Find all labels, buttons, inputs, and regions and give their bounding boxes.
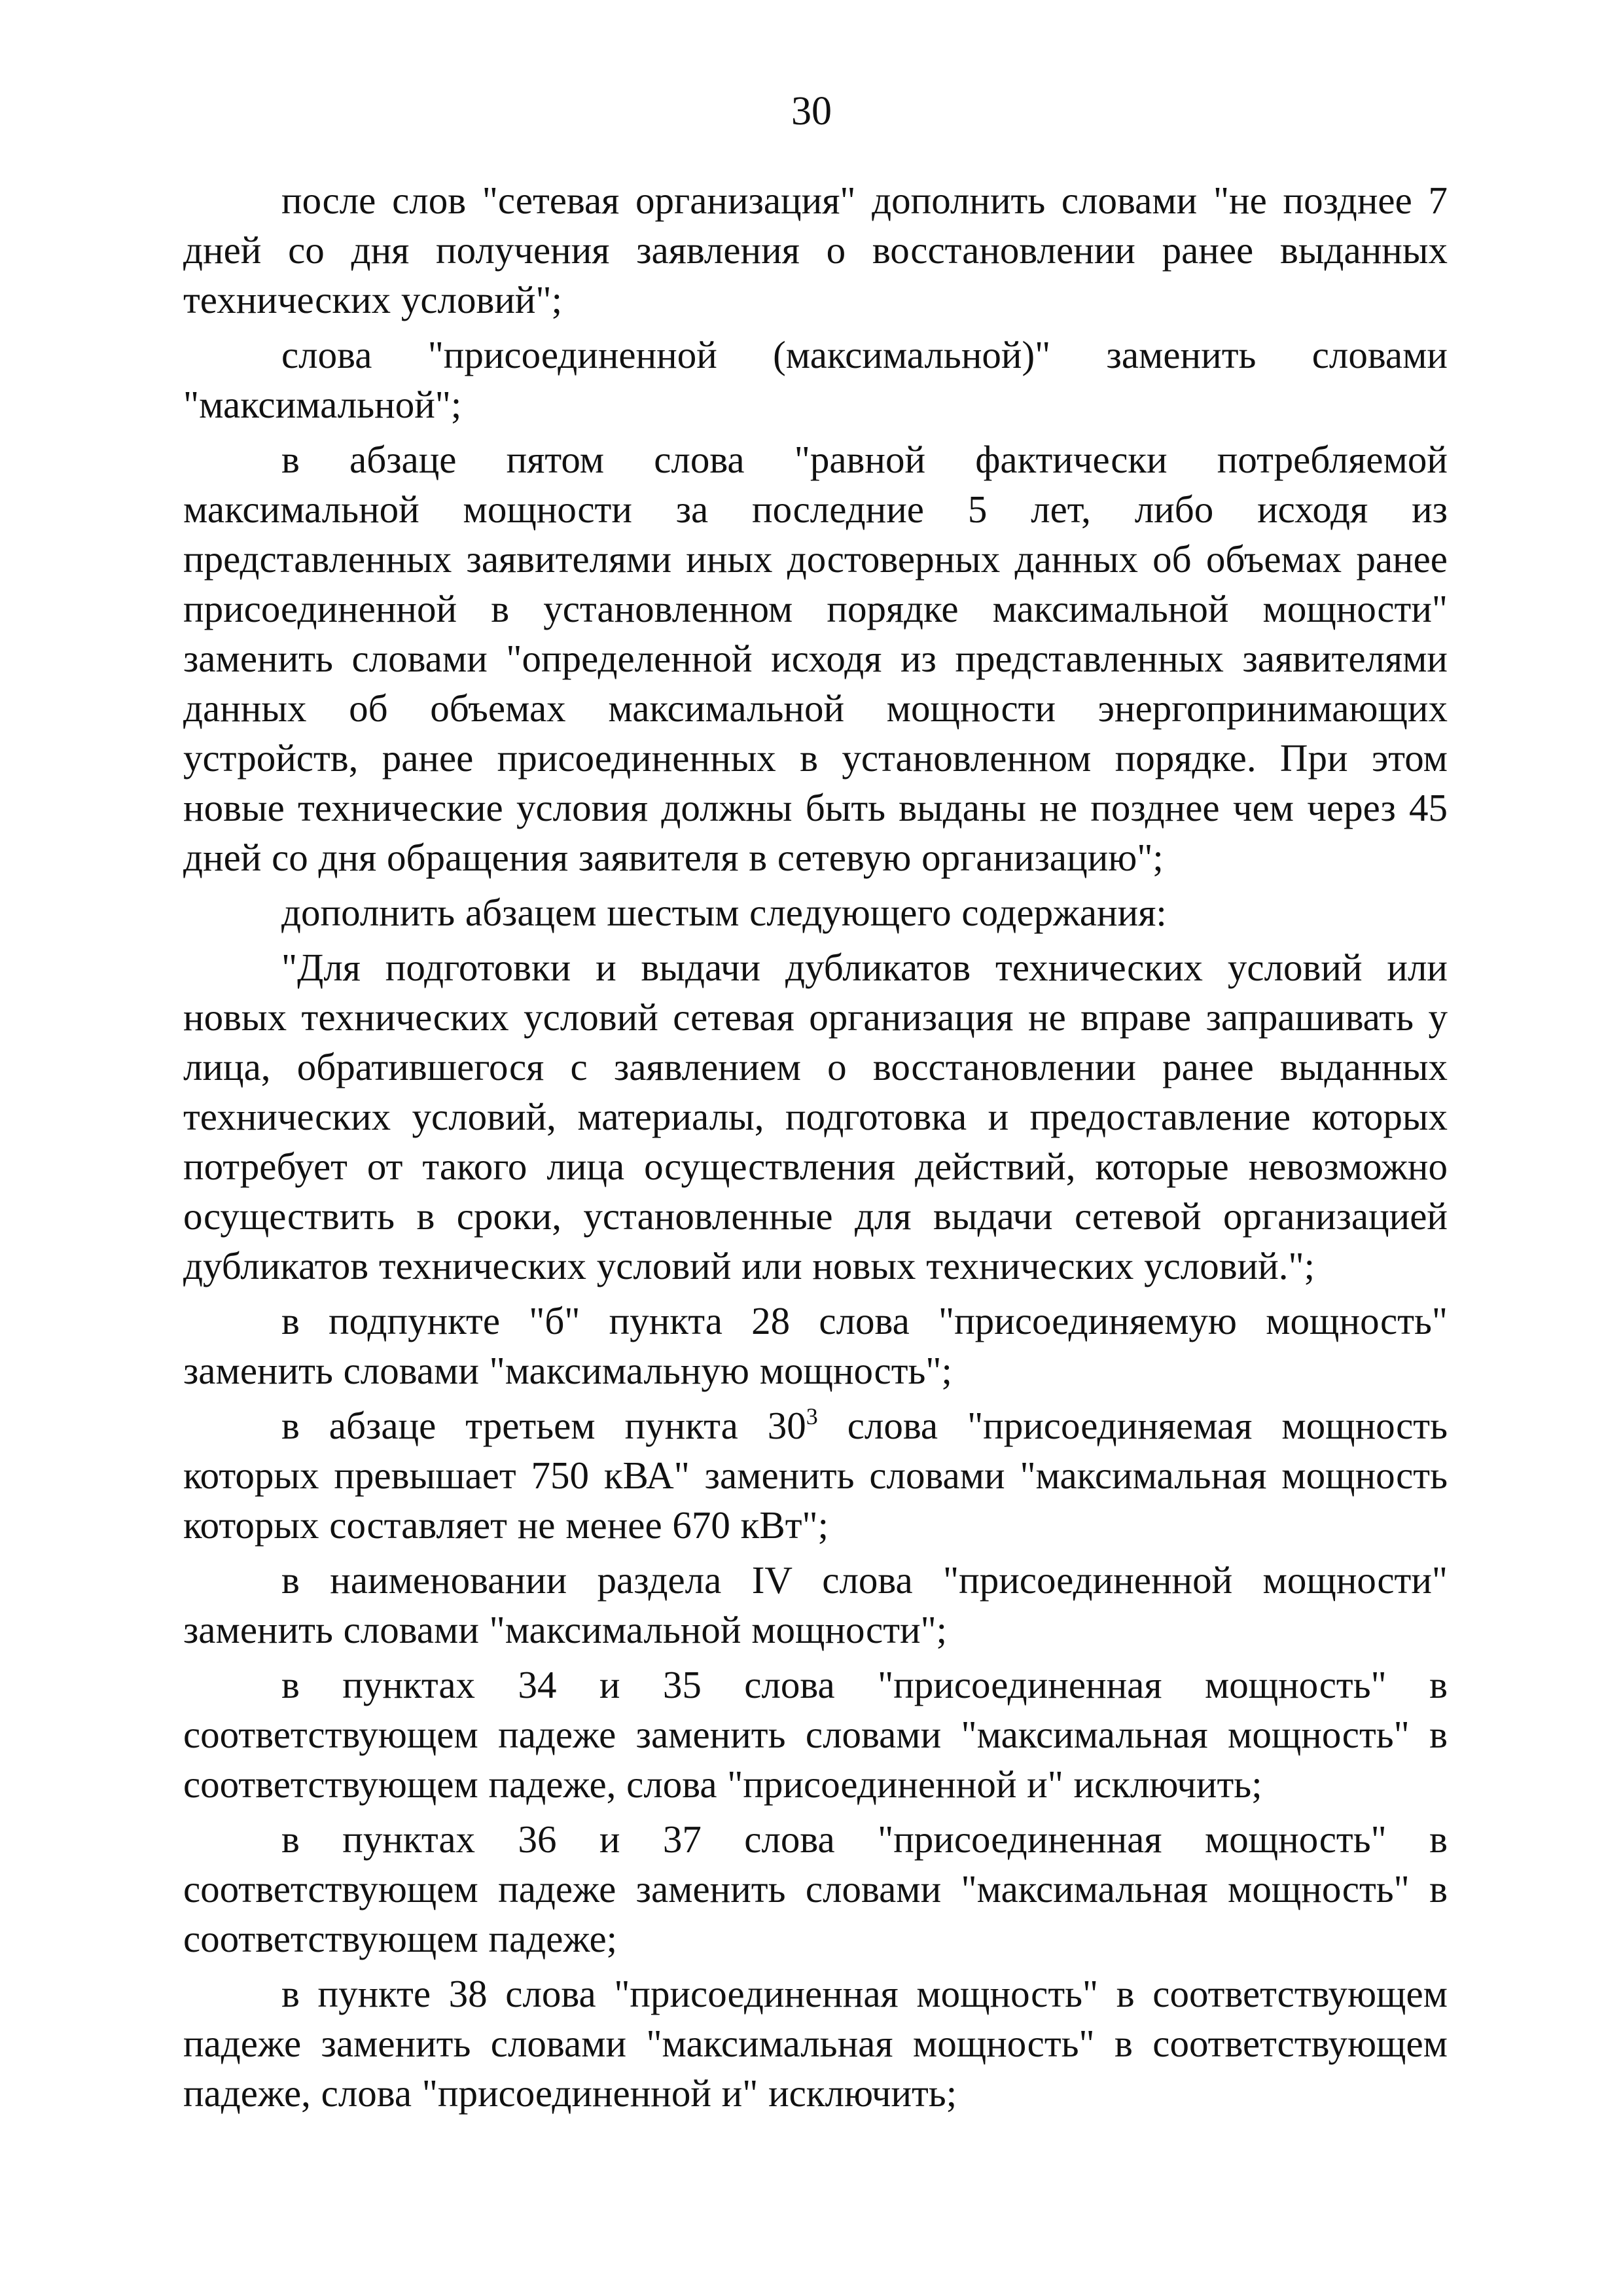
page-number: 30 xyxy=(791,89,832,134)
paragraph: в пункте 38 слова "присоединенная мощность" в соответствующем падеже заменить словами "максимальная мощность" в соответствующем падеже, слова "присоединенной и" исключить; xyxy=(183,1972,1448,2115)
paragraph-text-after: слова "присоединяемая мощность которых превышает 750 кВА" заменить словами "максимальная мощность которых составляет не менее 670 кВт"; xyxy=(183,1404,1448,1547)
document-body xyxy=(183,175,1448,2123)
quoted-paragraph: "Для подготовки и выдачи дубликатов технических условий или новых технических условий сетевая организация не вправе запрашивать у лица, обратившегося с заявлением о восстановлении ранее выданных технических условий, материалы, подготовка и предоставление которых потребует от такого лица осуществления действий, которые невозможно осуществить в сроки, установленные для выдачи сетевой организацией дубликатов технических условий или новых технических условий."; xyxy=(183,946,1448,1287)
paragraph: в наименовании раздела IV слова "присоединенной мощности" заменить словами "максимальной мощности"; xyxy=(183,1558,1448,1651)
paragraph: в подпункте "б" пункта 28 слова "присоединяемую мощность" заменить словами "максимальную мощность"; xyxy=(183,1299,1448,1392)
paragraph: в абзаце пятом слова "равной фактически потребляемой максимальной мощности за последние 5 лет, либо исходя из представленных заявителями иных достоверных данных об объемах ранее присоединенной в установленном порядке максимальной мощности" заменить словами "определенной исходя из представленных заявителями данных об объемах максимальной мощности энергопринимающих устройств, ранее присоединенных в установленном порядке. При этом новые технические условия должны быть выданы не позднее чем через 45 дней со дня обращения заявителя в сетевую организацию"; xyxy=(183,438,1448,879)
paragraph: дополнить абзацем шестым следующего содержания: xyxy=(281,891,1167,934)
paragraph: в пунктах 34 и 35 слова "присоединенная мощность" в соответствующем падеже заменить словами "максимальная мощность" в соответствующем падеже, слова "присоединенной и" исключить; xyxy=(183,1663,1448,1806)
paragraph: слова "присоединенной (максимальной)" заменить словами "максимальной"; xyxy=(183,333,1448,426)
paragraph xyxy=(183,1401,1448,1550)
paragraph: в пунктах 36 и 37 слова "присоединенная мощность" в соответствующем падеже заменить словами "максимальная мощность" в соответствующем падеже; xyxy=(183,1818,1448,1960)
superscript: 3 xyxy=(806,1403,818,1429)
paragraph: после слов "сетевая организация" дополнить словами "не позднее 7 дней со дня получения заявления о восстановлении ранее выданных технических условий"; xyxy=(183,179,1448,321)
paragraph-text-before: в абзаце третьем пункта 30 xyxy=(281,1404,806,1447)
